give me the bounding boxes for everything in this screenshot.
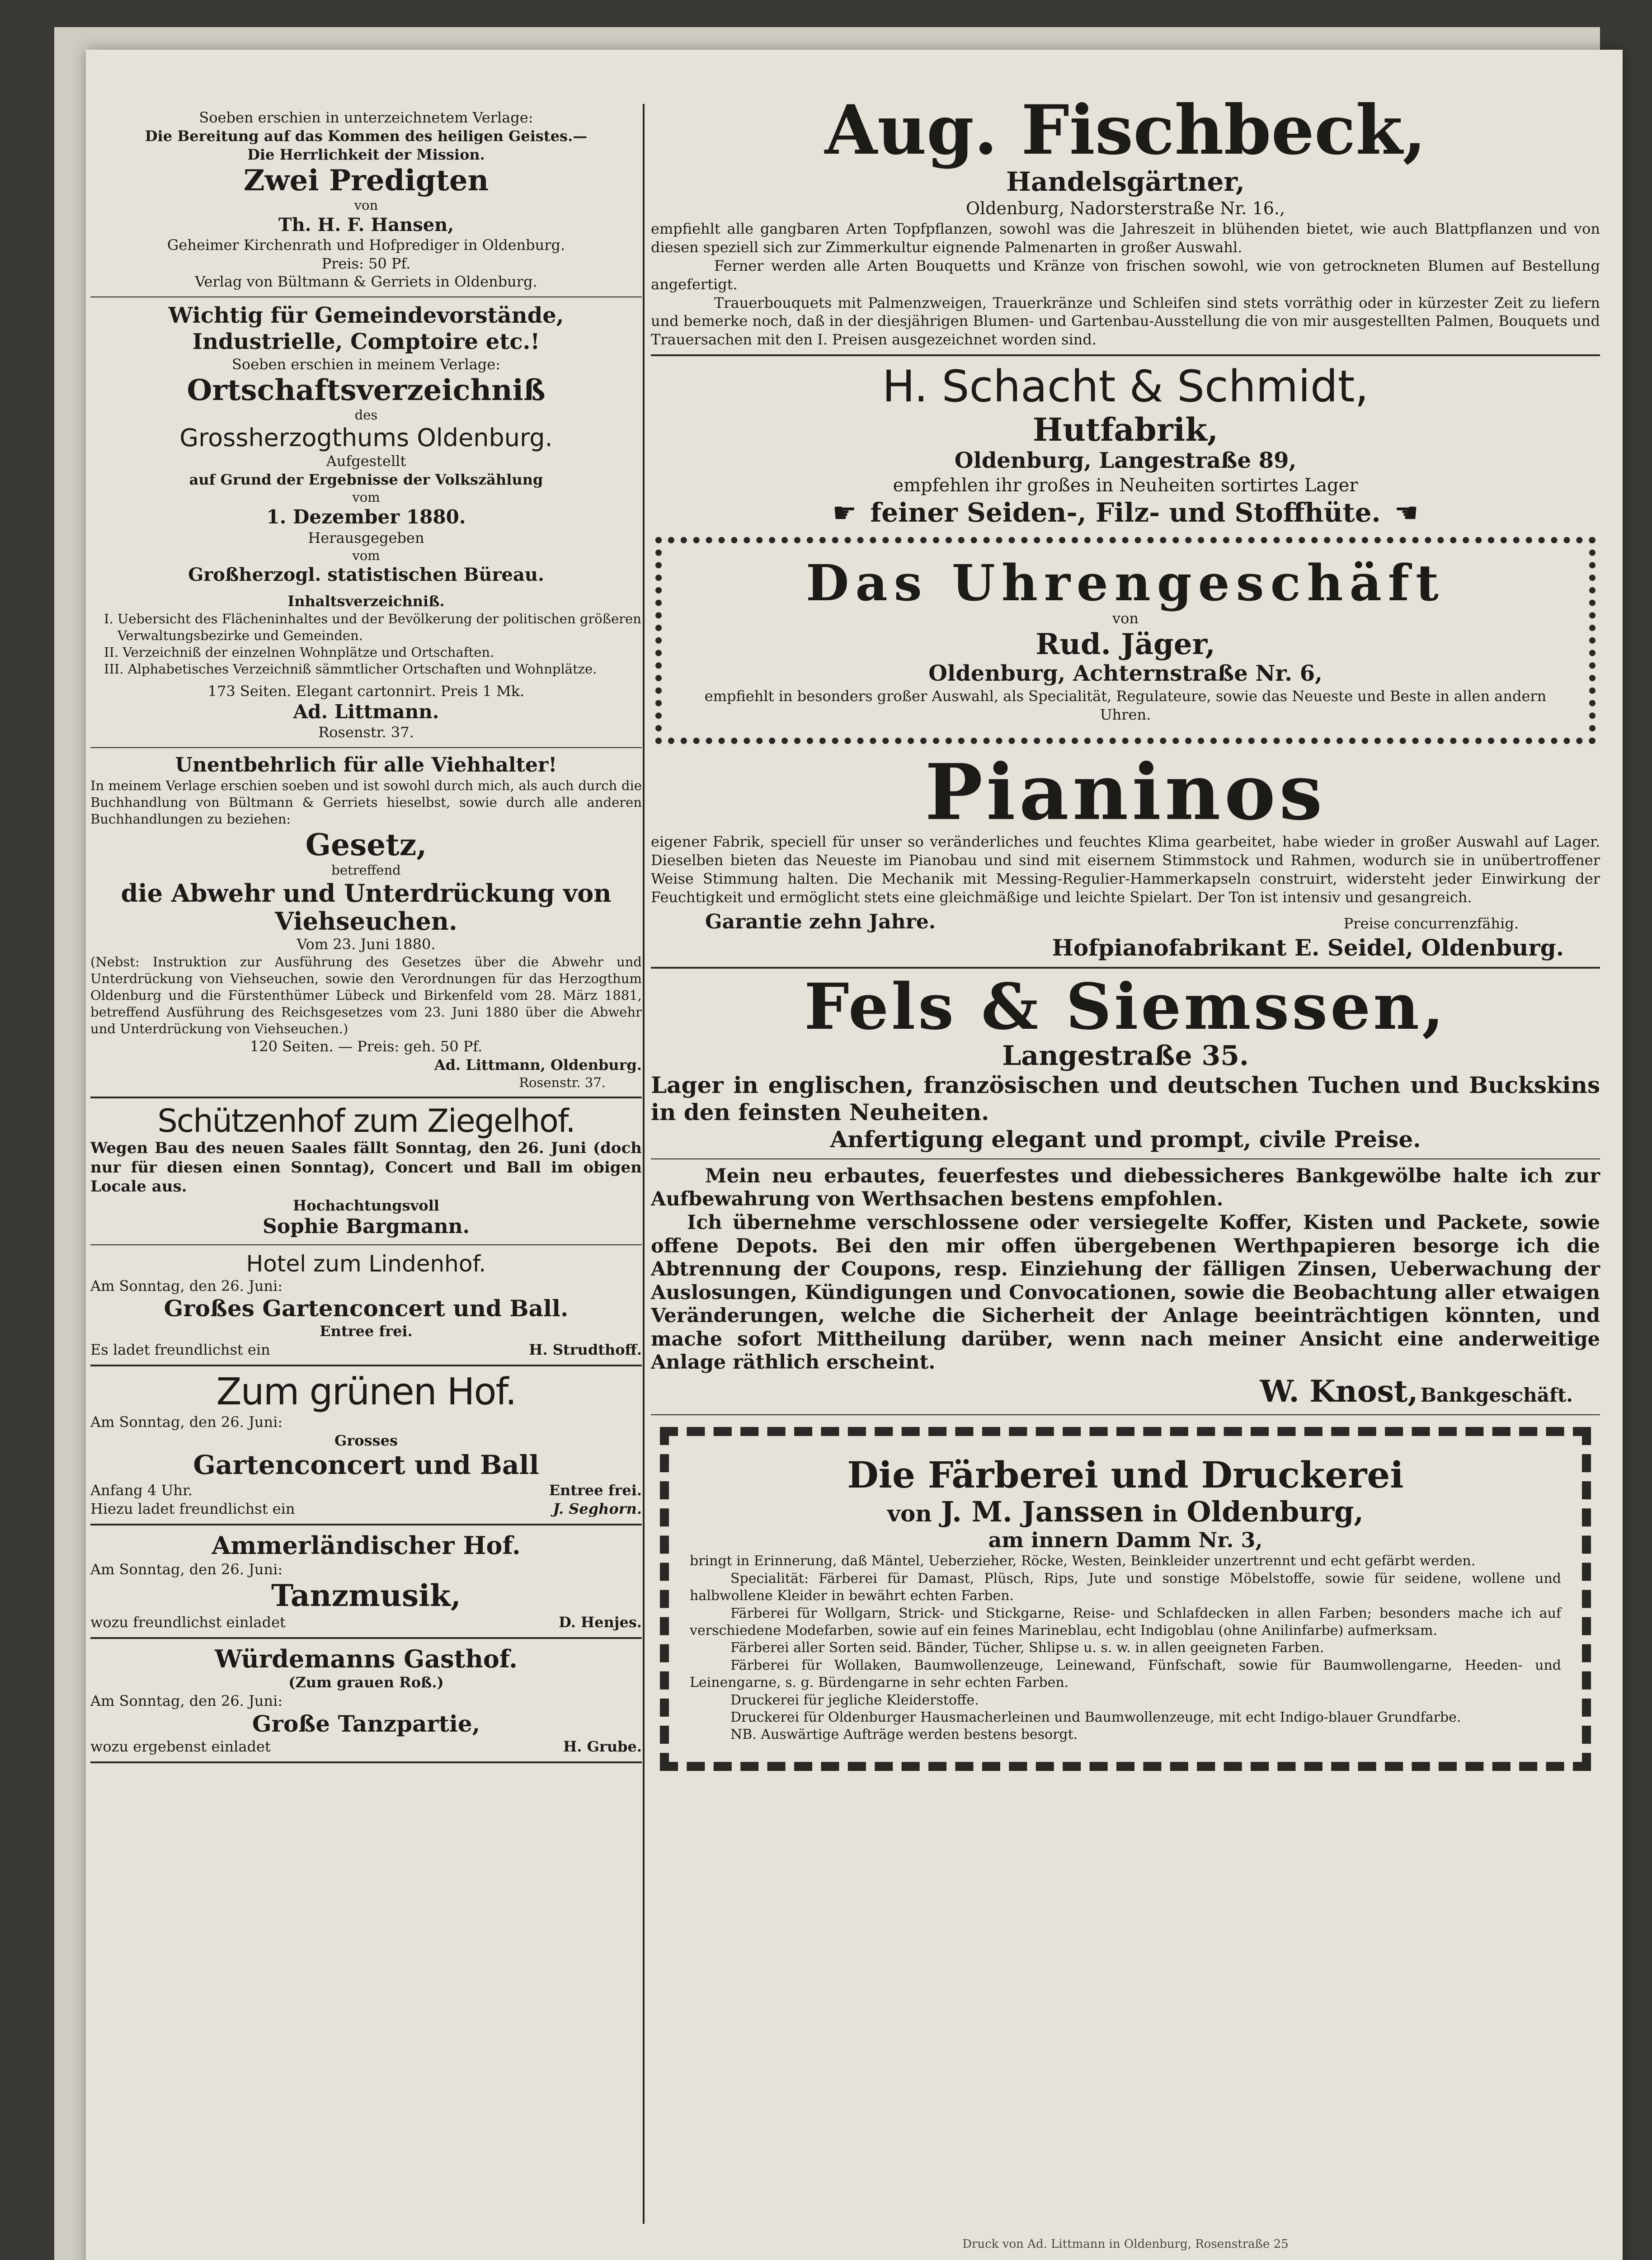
service-item: Färberei aller Sorten seid. Bänder, Tücher, Shlipse u. s. w. in allen geeigneten Farben. bbox=[730, 1640, 1324, 1656]
pointing-hand-left-icon: ☚ bbox=[1394, 497, 1419, 529]
ad-title: Ortschaftsverzeichniß bbox=[187, 373, 546, 407]
subtitle-text: Die Herrlichkeit der Mission. bbox=[247, 146, 485, 163]
owner-row bbox=[690, 1496, 1561, 1528]
date-text: 1. Dezember 1880. bbox=[266, 506, 466, 528]
ad-title: Das Uhrengeschäft bbox=[806, 554, 1445, 612]
ad-subtitle: Handelsgärtner, bbox=[1006, 166, 1245, 197]
ad-pianinos bbox=[651, 747, 1600, 961]
aufgestellt-text: Aufgestellt bbox=[326, 452, 406, 470]
region-text: Grossherzogthums Oldenburg. bbox=[179, 424, 553, 452]
date-text: Am Sonntag, den 26. Juni: bbox=[90, 1560, 283, 1578]
ad-title: H. Schacht & Schmidt, bbox=[882, 361, 1369, 412]
ad-subtitle: (Zum grauen Roß.) bbox=[288, 1674, 444, 1691]
divider bbox=[90, 1524, 642, 1526]
toc-list bbox=[90, 611, 642, 678]
details-text: 120 Seiten. — Preis: geh. 50 Pf. bbox=[249, 1038, 483, 1055]
ad-headline: Wichtig für Gemeindevorstände, Industrielle, Comptoire etc.! bbox=[168, 303, 564, 355]
column-divider bbox=[643, 104, 645, 2224]
ad-viehseuchen bbox=[90, 753, 642, 1091]
address-text: Rosenstr. 37. bbox=[519, 1075, 606, 1091]
ad-text: eigener Fabrik, speciell für unser so veränderliches und feuchtes Klima gearbeitet, habe wieder in großer Auswahl auf Lager. Dieselben bieten das Neueste im Pianobau und sind mit eisernem Stimmstock und Rahmen, wodurch sie in unübertroffener Weise Stimmung halten. Die Mechanik mit Messing-Regulier-Hammerkapseln construirt, widersteht jeder Einwirkung der Feuchtigkeit und ermöglicht stets eine gleichmäßige und leichte Spielart. Der Ton ist intensiv und gesangreich. bbox=[651, 833, 1600, 906]
address-text: Rosenstr. 37. bbox=[318, 724, 414, 741]
invite-row bbox=[90, 1737, 642, 1756]
signature-name: Sophie Bargmann. bbox=[263, 1215, 470, 1238]
ad-lindenhof bbox=[90, 1251, 642, 1360]
date-text: Am Sonntag, den 26. Juni: bbox=[90, 1277, 283, 1295]
ad-headline: Unentbehrlich für alle Viehhalter! bbox=[175, 753, 557, 777]
divider bbox=[651, 1158, 1600, 1159]
divider bbox=[651, 354, 1600, 356]
grosses-text: Grosses bbox=[334, 1431, 398, 1449]
von-text: von bbox=[1112, 609, 1139, 627]
ad-fischbeck bbox=[651, 90, 1600, 349]
toc-item: III. Alphabetisches Verzeichniß sämmtlicher Ortschaften und Wohnplätze. bbox=[104, 661, 597, 677]
basis-text: auf Grund der Ergebnisse der Volkszählung bbox=[189, 471, 543, 489]
author-role: Geheimer Kirchenrath und Hofprediger in Oldenburg. bbox=[167, 236, 565, 254]
entree-text: Entree frei. bbox=[549, 1482, 642, 1499]
in-text: in bbox=[1153, 1500, 1178, 1527]
ad-title: Hotel zum Lindenhof. bbox=[246, 1250, 486, 1277]
des-text: des bbox=[354, 407, 378, 423]
divider bbox=[90, 1637, 642, 1639]
ad-title: Fels & Siemssen, bbox=[804, 970, 1447, 1044]
vom-text: vom bbox=[352, 490, 380, 505]
address-text: Oldenburg, Achternstraße Nr. 6, bbox=[928, 661, 1323, 687]
divider bbox=[90, 1761, 642, 1763]
ad-schacht-schmidt bbox=[651, 362, 1600, 529]
ad-text: empfiehlt in besonders großer Auswahl, als Specialität, Regulateure, sowie das Neueste und Beste in allen andern Uhren. bbox=[704, 687, 1547, 723]
service-item: Druckerei für jegliche Kleiderstoffe. bbox=[730, 1692, 979, 1708]
service-item: Specialität: Färberei für Damast, Plüsch, Rips, Jute und sonstige Möbelstoffe, sowie für seidene, wollene und halbwollene Kleider in bewährt echten Farben. bbox=[690, 1570, 1561, 1604]
ad-knost bbox=[651, 1165, 1600, 1409]
event-text: Gartenconcert und Ball bbox=[193, 1450, 539, 1481]
invite-row bbox=[90, 1341, 642, 1359]
note-text: (Nebst: Instruktion zur Ausführung des Gesetzes über die Abwehr und Unterdrückung von Viehseuchen, sowie den Verordnungen für das Herzogthum Oldenburg und die Fürstenthümer Lübeck und Birkenfeld vom 28. März 1881, betreffend Ausführung des Reichsgesetzes vom 23. Juni 1880 über die Abwehr und Unterdrückung von Viehseuchen.) bbox=[90, 954, 642, 1037]
herausgegeben-text: Herausgegeben bbox=[308, 529, 424, 546]
ad-ammerlaendischer-hof bbox=[90, 1531, 642, 1632]
address-text: Oldenburg, Nadorsterstraße Nr. 16., bbox=[965, 198, 1285, 219]
ad-text: Wegen Bau des neuen Saales fällt Sonntag, den 26. Juni (doch nur für diesen einen Sonntag), Concert und Ball im obigen Locale aus. bbox=[90, 1139, 642, 1196]
start-row bbox=[90, 1481, 642, 1500]
betreffend-text: betreffend bbox=[331, 862, 401, 878]
address-text: Oldenburg, Langestraße 89, bbox=[954, 448, 1297, 474]
event-text: Große Tanzpartie, bbox=[252, 1710, 480, 1737]
ad-text: empfehlen ihr großes in Neuheiten sortirtes Lager bbox=[893, 475, 1358, 496]
toc-item: I. Uebersicht des Flächeninhaltes und der Bevölkerung der politischen größeren Verwaltungsbezirke und Gemeinden. bbox=[104, 611, 641, 643]
address-text: Langestraße 35. bbox=[1002, 1040, 1249, 1072]
entree-text: Entree frei. bbox=[320, 1323, 413, 1340]
invite-text: wozu ergebenst einladet bbox=[90, 1738, 271, 1756]
publisher-name: Ad. Littmann. bbox=[293, 701, 439, 723]
date-text: Vom 23. Juni 1880. bbox=[297, 935, 436, 953]
invite-row bbox=[90, 1500, 642, 1518]
ad-title: Gesetz, bbox=[305, 827, 427, 862]
ad-text: empfiehlt alle gangbaren Arten Topfpflanzen, sowohl was die Jahreszeit in blühenden bietet, wie auch Blattpflanzen und von diesen speziell sich zur Zimmerkultur eignende Palmenarten in großer Auswahl. bbox=[651, 220, 1600, 256]
service-item: bringt in Erinnerung, daß Mäntel, Ueberzieher, Röcke, Westen, Beinkleider unzertrennt und echt gefärbt werden. bbox=[690, 1553, 1476, 1569]
ad-uhrengeschaeft bbox=[655, 537, 1596, 744]
ad-schuetzenhof bbox=[90, 1104, 642, 1238]
ad-title: Die Färberei und Druckerei bbox=[847, 1453, 1404, 1496]
ad-title: Zwei Predigten bbox=[243, 163, 489, 198]
ad-text: Lager in englischen, französischen und deutschen Tuchen und Buckskins in den feinsten Neuheiten. bbox=[651, 1071, 1600, 1125]
ad-fels-siemssen bbox=[651, 970, 1600, 1153]
event-text: Tanzmusik, bbox=[271, 1577, 461, 1613]
ad-subtitle: Hutfabrik, bbox=[1032, 410, 1219, 448]
ad-title: Aug. Fischbeck, bbox=[824, 90, 1426, 170]
intro-text: In meinem Verlage erschien soeben und ist sowohl durch mich, als auch durch die Buchhandlung von Bültmann & Gerriets hieselbst, sowie durch alle anderen Buchhandlungen zu beziehen: bbox=[90, 778, 642, 827]
invite-text: Es ladet freundlichst ein bbox=[90, 1341, 270, 1359]
signature-name: J. Seghorn. bbox=[553, 1500, 642, 1517]
start-text: Anfang 4 Uhr. bbox=[90, 1482, 193, 1499]
service-item: Druckerei für Oldenburger Hausmacherleinen und Baumwollenzeuge, mit echt Indigo-blauer Grundfarbe. bbox=[730, 1709, 1461, 1725]
publisher-text: Verlag von Bültmann & Gerriets in Oldenburg. bbox=[195, 273, 537, 291]
ad-text: Trauerbouquets mit Palmenzweigen, Trauerkränze und Schleifen sind stets vorräthig oder in kürzester Zeit zu liefern und bemerke noch, daß in der diesjährigen Blumen- und Gartenbau-Ausstellung die von mir ausgestellten Palmen, Bouquets und Trauersachen mit den I. Preisen ausgezeichnet worden sind. bbox=[651, 294, 1600, 348]
ad-zwei-predigten bbox=[90, 108, 642, 291]
signature-name: D. Henjes. bbox=[559, 1613, 642, 1631]
event-text: Großes Gartenconcert und Ball. bbox=[164, 1295, 569, 1322]
services-list bbox=[690, 1553, 1561, 1743]
date-text: Am Sonntag, den 26. Juni: bbox=[90, 1413, 283, 1431]
product-text: feiner Seiden-, Filz- und Stoffhüte. bbox=[870, 497, 1381, 528]
closing-text: Hochachtungsvoll bbox=[293, 1196, 439, 1214]
divider bbox=[90, 1365, 642, 1366]
left-column bbox=[90, 108, 642, 2224]
prices-text: Preise concurrenzfähig. bbox=[1343, 914, 1519, 932]
von-text: von bbox=[887, 1500, 932, 1527]
intro-text: Soeben erschien in meinem Verlage: bbox=[232, 355, 500, 373]
price-text: Preis: 50 Pf. bbox=[321, 254, 411, 272]
divider bbox=[90, 747, 642, 748]
invite-row bbox=[90, 1613, 642, 1632]
service-item: Färberei für Wollgarn, Strick- und Stickgarne, Reise- und Schlafdecken in allen Farben; besonders mache ich auf verschiedene Modefarben, sowie auf ein feines Marineblau, echt Indigoblau (ohne Anilinfarbe) aufmerksam. bbox=[690, 1605, 1561, 1638]
ad-text: Anfertigung elegant und prompt, civile Preise. bbox=[830, 1125, 1421, 1153]
divider bbox=[651, 1414, 1600, 1415]
guarantee-row bbox=[651, 910, 1600, 934]
guarantee-text: Garantie zehn Jahre. bbox=[705, 910, 936, 933]
toc-item: II. Verzeichniß der einzelnen Wohnplätze und Ortschaften. bbox=[104, 644, 494, 660]
vom-text: vom bbox=[352, 547, 380, 563]
ad-title: Ammerländischer Hof. bbox=[212, 1530, 521, 1560]
signature-role: Bankgeschäft. bbox=[1420, 1384, 1573, 1407]
ad-ortschaftsverzeichnis bbox=[90, 303, 642, 742]
city-name: Oldenburg, bbox=[1186, 1495, 1364, 1528]
details-text: 173 Seiten. Elegant cartonnirt. Preis 1 Mk. bbox=[207, 683, 525, 700]
bureau-text: Großherzogl. statistischen Büreau. bbox=[188, 564, 544, 585]
von-text: von bbox=[354, 198, 378, 213]
ad-faerberei-janssen bbox=[660, 1427, 1591, 1771]
ad-subtitle: die Abwehr und Unterdrückung von Viehseuchen. bbox=[121, 878, 612, 936]
service-item: NB. Auswärtige Aufträge werden bestens besorgt. bbox=[730, 1727, 1078, 1743]
author-name: Th. H. F. Hansen, bbox=[278, 214, 454, 235]
ad-wuerdemanns-gasthof bbox=[90, 1644, 642, 1756]
address-text: am innern Damm Nr. 3, bbox=[988, 1528, 1263, 1553]
service-item: Färberei für Wollaken, Baumwollenzeuge, Leinewand, Fünfschaft, sowie für Baumwollengarne, Heeden- und Leinengarne, s. g. Bürdengarne in sehr echten Farben. bbox=[690, 1657, 1561, 1691]
signature-name: H. Grube. bbox=[563, 1738, 642, 1756]
toc-title: Inhaltsverzeichniß. bbox=[287, 592, 445, 610]
ad-title: Schützenhof zum Ziegelhof. bbox=[157, 1102, 575, 1140]
right-column bbox=[651, 90, 1600, 2233]
signature-row bbox=[651, 1375, 1600, 1409]
signature-name: W. Knost, bbox=[1260, 1374, 1418, 1409]
shop-name: Rud. Jäger, bbox=[1035, 627, 1215, 661]
maker-text: Hofpianofabrikant E. Seidel, Oldenburg. bbox=[1052, 934, 1564, 961]
ad-title: Zum grünen Hof. bbox=[216, 1370, 516, 1414]
invite-text: Hiezu ladet freundlichst ein bbox=[90, 1500, 295, 1517]
ad-text: Mein neu erbautes, feuerfestes und diebessicheres Bankgewölbe halte ich zur Aufbewahrung von Werthsachen bestens empfohlen. bbox=[651, 1164, 1600, 1211]
owner-name: J. M. Janssen bbox=[941, 1495, 1144, 1528]
product-row bbox=[651, 497, 1600, 529]
printer-imprint: Druck von Ad. Littmann in Oldenburg, Rosenstraße 25 bbox=[962, 2237, 1289, 2251]
divider bbox=[651, 967, 1600, 969]
divider bbox=[90, 1097, 642, 1098]
ad-gruener-hof bbox=[90, 1372, 642, 1518]
signature-name: H. Strudthoff. bbox=[529, 1341, 642, 1359]
ad-title: Pianinos bbox=[925, 747, 1326, 838]
ad-text: Ich übernehme verschlossene oder versiegelte Koffer, Kisten und Packete, sowie offene Depots. Bei den mir offen übergebenen Werthpapieren besorge ich die Abtrennung der Coupons, resp. Einziehung der fälligen Zinsen, Ueberwachung der Auslosungen, Kündigungen und Convocationen, sowie die Beobachtung aller etwaigen Veränderungen, welche die Sicherheit der Anlage beeinträchtigen könnten, und mache sofort Mittheilung darüber, wenn nach meiner Ansicht eine anderweitige Anlage räthlich erscheint. bbox=[651, 1211, 1600, 1374]
pointing-hand-right-icon: ☛ bbox=[832, 497, 857, 529]
ad-text: Ferner werden alle Arten Bouquetts und Kränze von frischen sowohl, wie von getrockneten Blumen auf Bestellung angefertigt. bbox=[651, 257, 1600, 293]
subtitle-text: Die Bereitung auf das Kommen des heiligen Geistes.— bbox=[145, 127, 588, 145]
invite-text: wozu freundlichst einladet bbox=[90, 1613, 286, 1631]
ad-title: Würdemanns Gasthof. bbox=[215, 1644, 518, 1673]
divider bbox=[90, 1244, 642, 1245]
publisher-name: Ad. Littmann, Oldenburg. bbox=[434, 1056, 642, 1074]
intro-text: Soeben erschien in unterzeichnetem Verlage: bbox=[199, 109, 533, 126]
date-text: Am Sonntag, den 26. Juni: bbox=[90, 1692, 283, 1710]
